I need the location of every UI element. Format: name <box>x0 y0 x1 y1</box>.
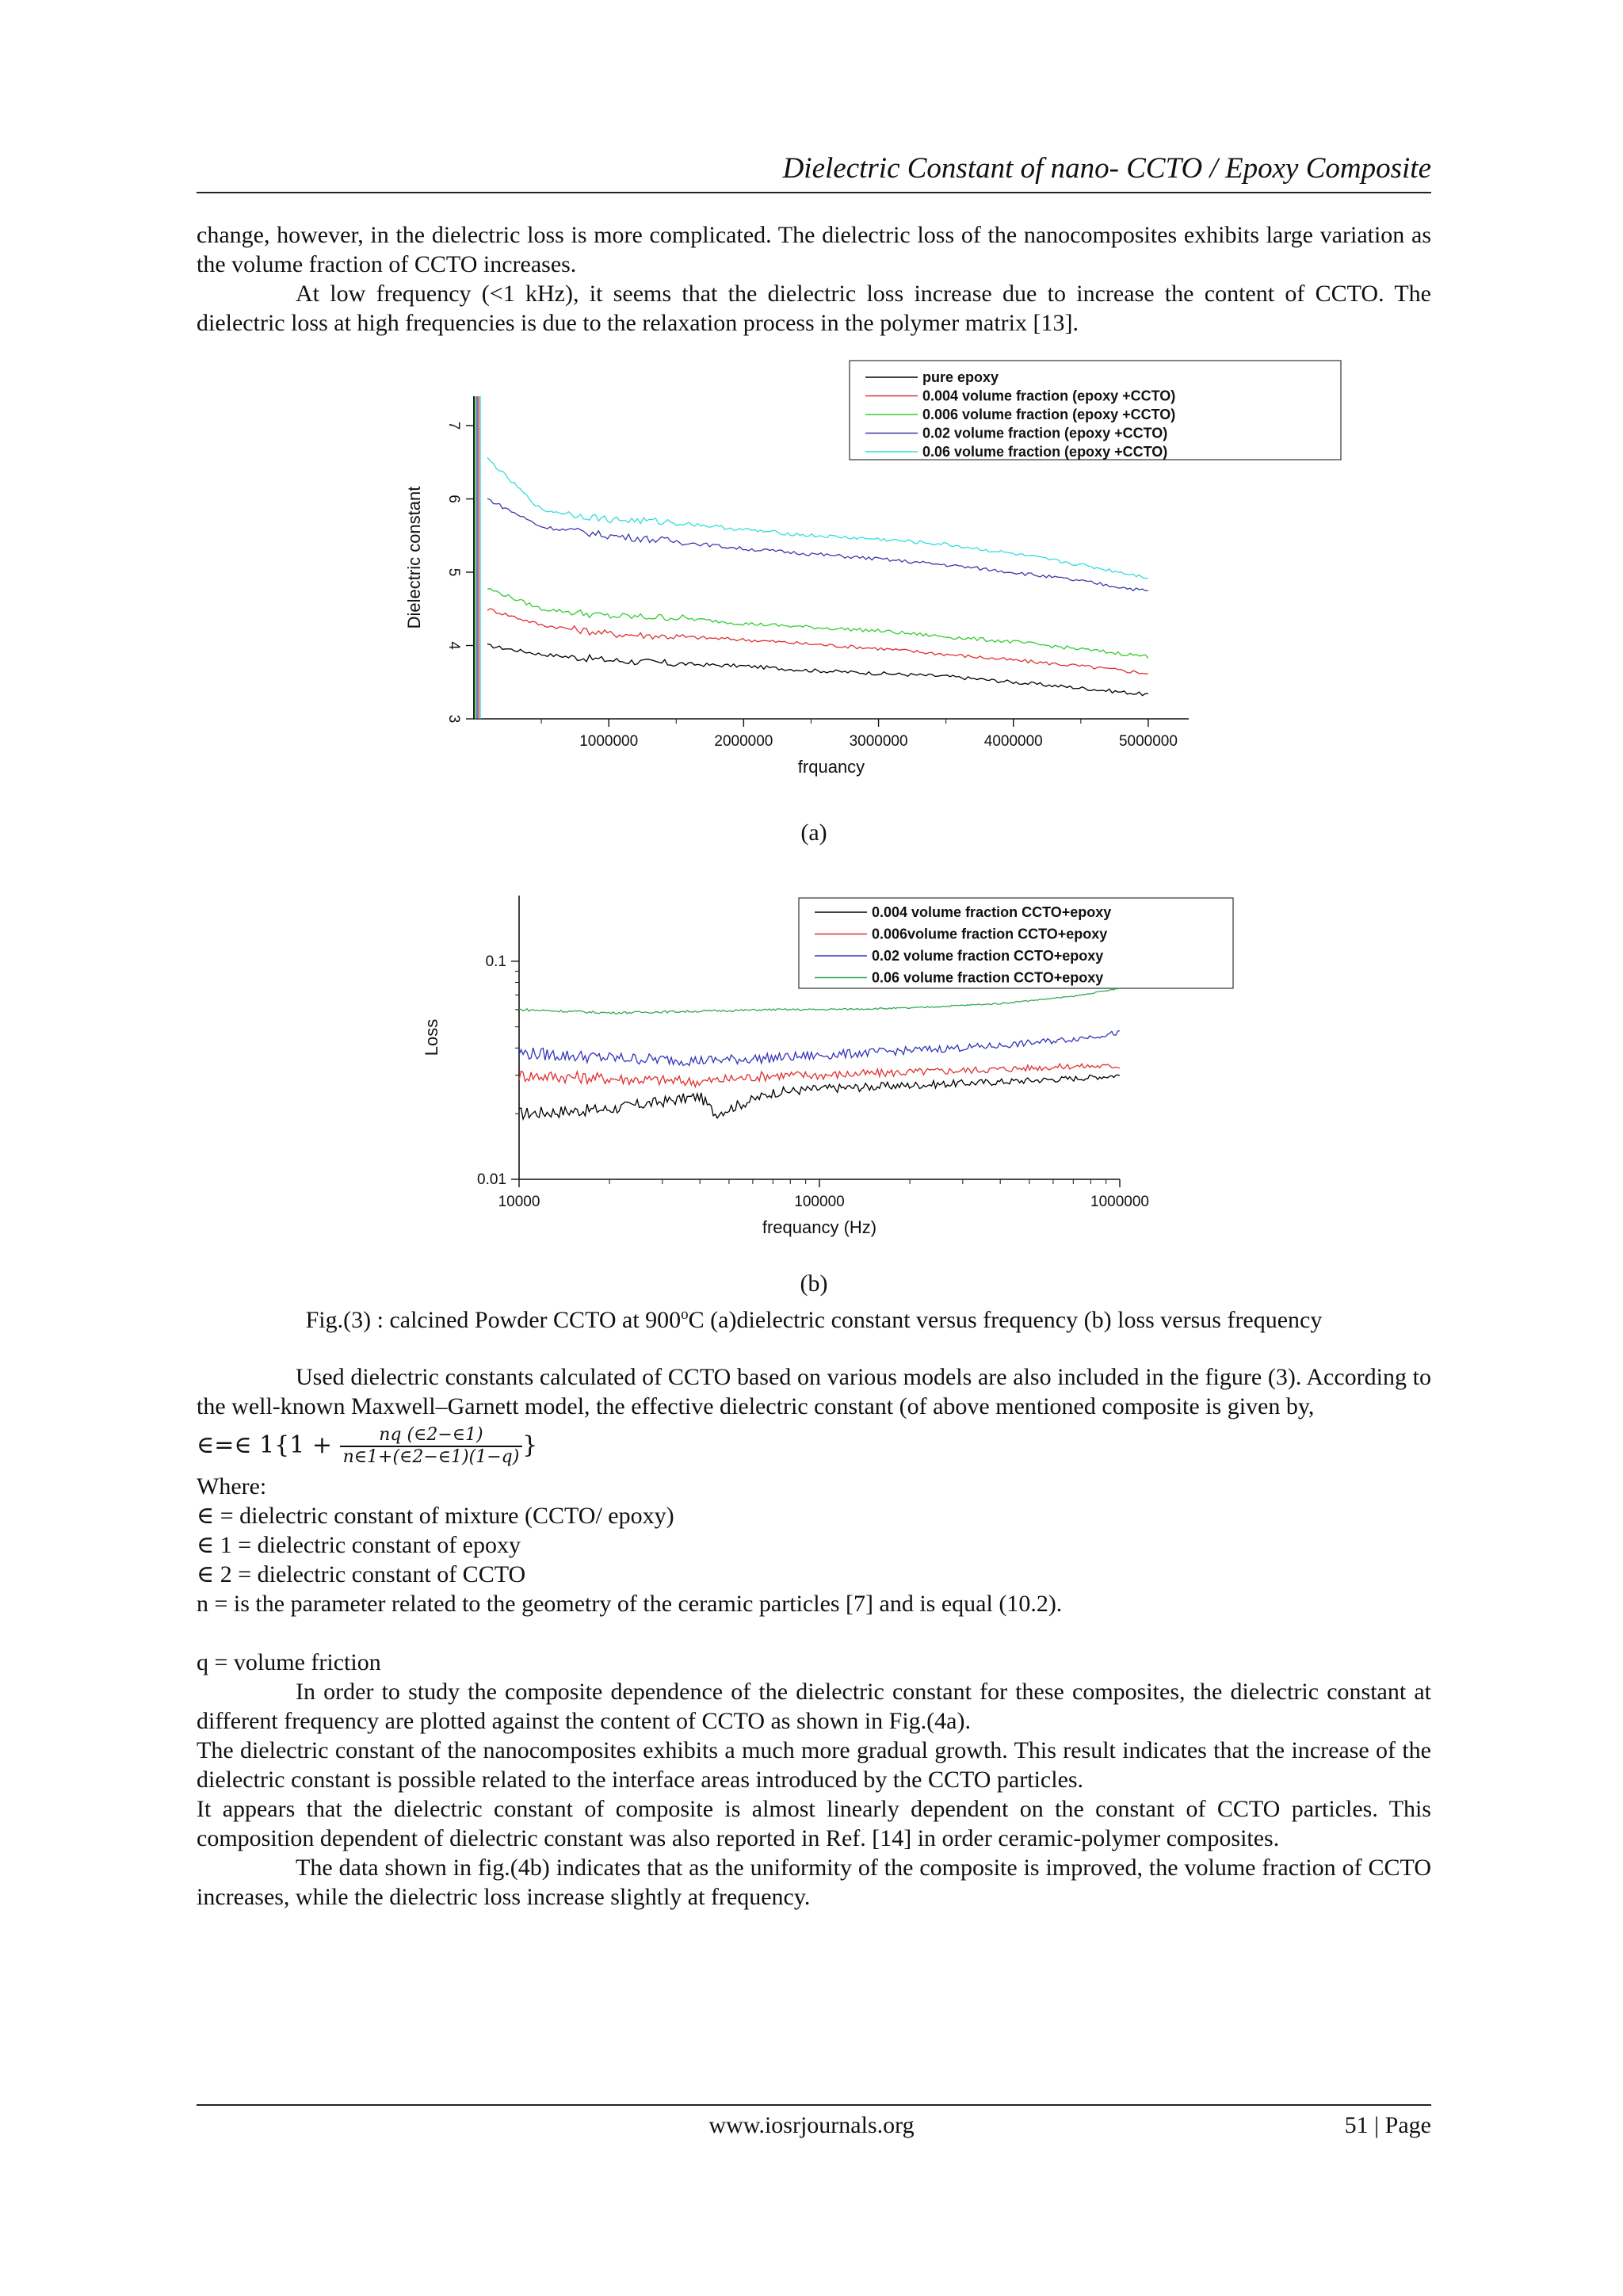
x-tick-label: 5000000 <box>1118 733 1178 750</box>
footer-url: www.iosrjournals.org <box>708 2112 915 2138</box>
x-axis-label: frquancy <box>797 757 865 777</box>
legend-label: 0.06 volume fraction CCTO+epoxy <box>872 969 1104 986</box>
where-label: Where: <box>197 1473 267 1499</box>
caption-suffix: C (a)dielectric constant versus frequency (b) loss versus frequency <box>688 1307 1323 1333</box>
series-line <box>519 988 1120 1014</box>
y-tick-label: 7 <box>445 421 462 430</box>
paragraph-6: It appears that the dielectric constant of composite is almost linearly dependent on the constant of CCTO particles. This composition dependent of dielectric constant was also reported in Ref. [14] in order ceramic-polymer composites. <box>197 1796 1431 1851</box>
paragraph-7: The data shown in fig.(4b) indicates that as the uniformity of the composite is improved, the volume fraction of CCTO increases, while the dielectric loss increase slightly at frequency. <box>197 1855 1431 1910</box>
y-axis-label: Dielectric constant <box>404 486 424 629</box>
formula-fraction <box>340 1425 523 1468</box>
y-tick-label: 5 <box>445 567 462 577</box>
y-tick-label: 0.1 <box>485 953 506 970</box>
caption-prefix: Fig.(3) : calcined Powder CCTO at 900 <box>305 1307 682 1333</box>
definitions-list <box>197 1501 1431 1618</box>
y-tick-label: 4 <box>445 641 462 650</box>
legend-label: 0.006volume fraction CCTO+epoxy <box>872 926 1108 942</box>
definition-item: ∈ = dielectric constant of mixture (CCTO/ epoxy) <box>197 1503 674 1529</box>
x-tick-label: 10000 <box>498 1194 540 1210</box>
paragraph-4: In order to study the composite dependence of the dielectric constant for these composites, the dielectric constant at different frequency are plotted against the content of CCTO as shown in Fig.(4a). <box>197 1679 1431 1734</box>
footer-rule <box>197 2104 1431 2106</box>
legend-label: 0.006 volume fraction (epoxy +CCTO) <box>922 407 1176 422</box>
y-tick-label: 3 <box>445 714 462 724</box>
definition-item: ∈ 1 = dielectric constant of epoxy <box>197 1532 521 1558</box>
x-tick-label: 2000000 <box>714 733 773 750</box>
running-title: Dielectric Constant of nano- CCTO / Epoxy Composite <box>782 152 1431 185</box>
x-tick-label: 1000000 <box>1090 1194 1149 1210</box>
caption-superscript: o <box>681 1306 689 1323</box>
y-axis-label: Loss <box>422 1018 441 1056</box>
definition-item: ∈ 2 = dielectric constant of CCTO <box>197 1561 526 1587</box>
formula-close: } <box>522 1431 538 1459</box>
legend-label: pure epoxy <box>922 369 999 385</box>
series-line <box>519 1064 1120 1087</box>
maxwell-garnett-formula <box>197 1421 1431 1472</box>
paragraph-1: change, however, in the dielectric loss is more complicated. The dielectric loss of the nanocomposites exhibits large variation as the volume fraction of CCTO increases. <box>197 222 1431 277</box>
paragraph-5: The dielectric constant of the nanocomposites exhibits a much more gradual growth. This result indicates that the increase of the dielectric constant is possible related to the interface areas introduced by the CCTO particles. <box>197 1737 1431 1793</box>
formula-lhs: ∈=∈ 1{1 + <box>197 1431 340 1459</box>
figure-caption <box>197 1300 1431 1335</box>
legend-label: 0.004 volume fraction CCTO+epoxy <box>872 904 1112 920</box>
panel-a-label: (a) <box>800 819 827 846</box>
chart-b-legend <box>799 898 1233 988</box>
y-tick-label: 0.01 <box>477 1171 506 1188</box>
footer-page-number: 51 | Page <box>1344 2112 1431 2138</box>
legend-label: 0.004 volume fraction (epoxy +CCTO) <box>922 388 1176 404</box>
panel-b-label: (b) <box>800 1270 828 1297</box>
legend-label: 0.02 volume fraction (epoxy +CCTO) <box>922 425 1168 441</box>
legend-label: 0.02 volume fraction CCTO+epoxy <box>872 948 1104 964</box>
x-tick-label: 3000000 <box>849 733 908 750</box>
series-line <box>519 1031 1120 1066</box>
x-tick-label: 100000 <box>794 1194 845 1210</box>
paragraph-3: Used dielectric constants calculated of CCTO based on various models are also included in the figure (3). According to the well-known Maxwell–Garnett model, the effective dielectric constant (of above mentioned composite is given by, <box>197 1364 1431 1419</box>
q-definition: q = volume friction <box>197 1649 381 1675</box>
x-tick-label: 4000000 <box>983 733 1043 750</box>
definition-item: n = is the parameter related to the geometry of the ceramic particles [7] and is equal (10.2). <box>197 1591 1063 1617</box>
formula-denominator: n∈1+(∈2−∈1)(1−q) <box>342 1447 520 1467</box>
paragraph-2: At low frequency (<1 kHz), it seems that the dielectric loss increase due to increase the content of CCTO. The dielectric loss at high frequencies is due to the relaxation process in the polymer matrix [13]. <box>197 281 1431 336</box>
x-axis-label: frequancy (Hz) <box>762 1217 877 1237</box>
body-text <box>197 1362 1431 1912</box>
x-tick-label: 1000000 <box>579 733 639 750</box>
y-tick-label: 6 <box>445 495 462 503</box>
legend-label: 0.06 volume fraction (epoxy +CCTO) <box>922 444 1168 460</box>
formula-numerator: nq (∈2−∈1) <box>340 1425 523 1447</box>
